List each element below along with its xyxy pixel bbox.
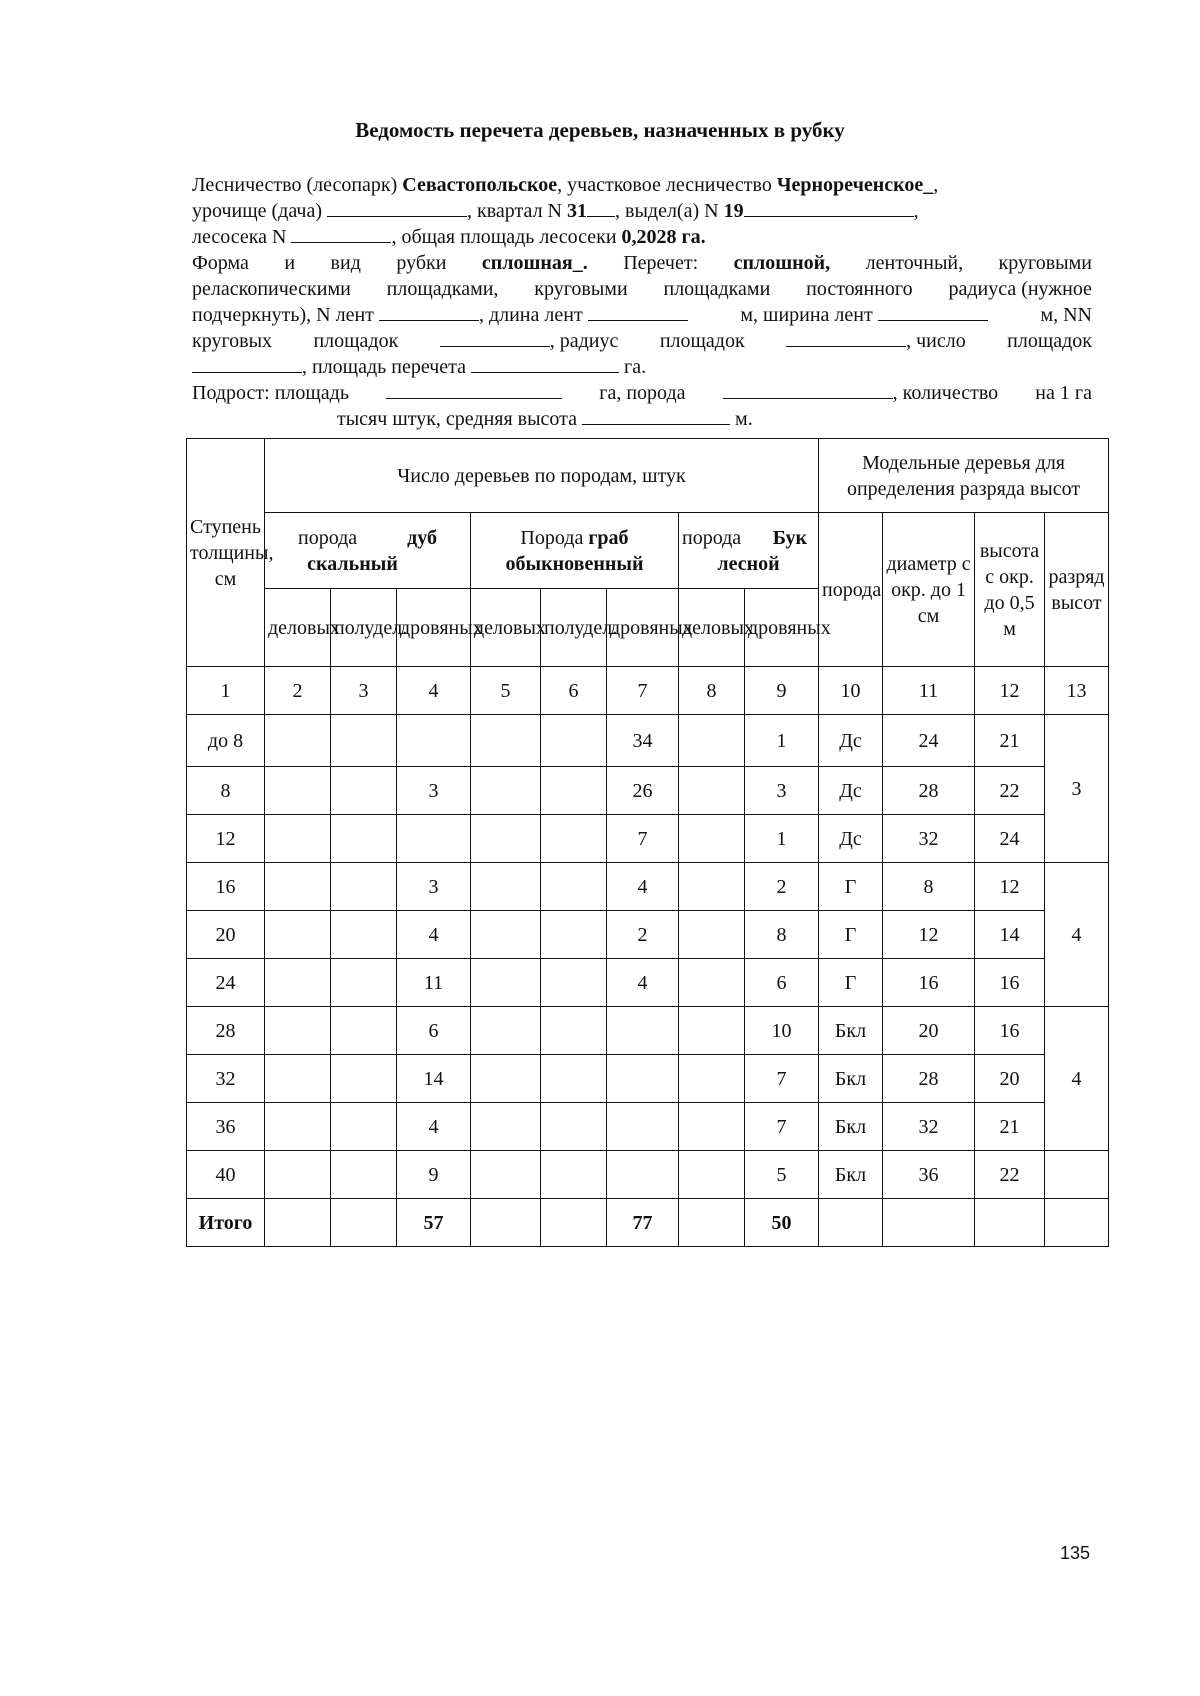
total-cell: [471, 1199, 541, 1247]
table-row: [187, 1151, 1109, 1199]
table-cell: 20: [975, 1055, 1045, 1103]
model-header: Модельные деревья для определения разряда высот: [819, 439, 1109, 513]
table-cell: 5: [745, 1151, 819, 1199]
table-cell: 6: [745, 959, 819, 1007]
table-cell: [471, 1055, 541, 1103]
table-cell: [607, 1151, 679, 1199]
table-cell: 11: [397, 959, 471, 1007]
table-cell: 21: [975, 715, 1045, 767]
table-cell: 28: [187, 1007, 265, 1055]
table-cell: Г: [819, 911, 883, 959]
column-number: 10: [819, 667, 883, 715]
table-cell: 36: [883, 1151, 975, 1199]
header-row-2: [187, 513, 1109, 589]
column-number: 1: [187, 667, 265, 715]
table-cell: 16: [975, 959, 1045, 1007]
table-cell: 4: [607, 863, 679, 911]
table-cell: 21: [975, 1103, 1045, 1151]
column-number: 6: [541, 667, 607, 715]
table-cell: 12: [187, 815, 265, 863]
table-cell: до 8: [187, 715, 265, 767]
table-cell: 22: [975, 767, 1045, 815]
total-cell: [975, 1199, 1045, 1247]
table-cell: 2: [745, 863, 819, 911]
table-cell: [607, 1103, 679, 1151]
table-cell: [331, 1007, 397, 1055]
table-cell: 26: [607, 767, 679, 815]
table-cell: 9: [397, 1151, 471, 1199]
table-cell: 16: [883, 959, 975, 1007]
table-cell: 22: [975, 1151, 1045, 1199]
table-cell: [265, 767, 331, 815]
quarter-value: 31: [567, 200, 588, 222]
total-cell: [883, 1199, 975, 1247]
table-cell: 6: [397, 1007, 471, 1055]
table-cell: 34: [607, 715, 679, 767]
table-cell: 20: [883, 1007, 975, 1055]
table-cell: [331, 1151, 397, 1199]
total-cell: 57: [397, 1199, 471, 1247]
table-cell: [541, 715, 607, 767]
table-cell: 4: [607, 959, 679, 1007]
form-line-10: тысяч штук, средняя высота м.: [337, 408, 753, 430]
tract-field[interactable]: [327, 198, 467, 217]
table-cell: [471, 863, 541, 911]
table-row: [187, 911, 1109, 959]
column-number: 8: [679, 667, 745, 715]
sub-header: деловых: [471, 589, 541, 667]
table-cell: [471, 1007, 541, 1055]
total-cell: [265, 1199, 331, 1247]
table-cell: 1: [745, 815, 819, 863]
table-cell: 8: [883, 863, 975, 911]
column-number-row: [187, 667, 1109, 715]
table-row: [187, 715, 1109, 767]
table-cell: Бкл: [819, 1151, 883, 1199]
table-cell: [679, 815, 745, 863]
section-value: 19: [723, 200, 744, 222]
table-cell: 20: [187, 911, 265, 959]
table-cell: [331, 959, 397, 1007]
total-cell: [331, 1199, 397, 1247]
page-number: 135: [1060, 1543, 1091, 1563]
table-cell: Бкл: [819, 1007, 883, 1055]
count-header: Число деревьев по породам, штук: [265, 439, 819, 513]
table-cell: [471, 1151, 541, 1199]
species-hornbeam-header: Порода граб обыкновенный: [471, 513, 679, 589]
table-cell: 2: [607, 911, 679, 959]
table-cell: [265, 1151, 331, 1199]
table-cell: Дс: [819, 815, 883, 863]
table-cell: 28: [883, 767, 975, 815]
table-cell: [397, 715, 471, 767]
table-cell: [679, 863, 745, 911]
table-row: [187, 767, 1109, 815]
table-cell: [331, 715, 397, 767]
table-cell: 3: [397, 767, 471, 815]
table-cell: [265, 1007, 331, 1055]
form-line-4: Форма и вид рубки сплошная_. Перечет: сплошной, ленточный, круговыми: [192, 252, 1092, 274]
rank-group-cell: 4: [1045, 1007, 1109, 1151]
sub-header: деловых: [265, 589, 331, 667]
column-number: 12: [975, 667, 1045, 715]
form-line-1: Лесничество (лесопарк) Севастопольское, участковое лесничество Чернореченское_,: [192, 174, 939, 196]
table-row: [187, 959, 1109, 1007]
table-cell: [679, 911, 745, 959]
total-cell: 77: [607, 1199, 679, 1247]
table-cell: 32: [883, 815, 975, 863]
table-cell: Г: [819, 959, 883, 1007]
table-cell: 16: [187, 863, 265, 911]
total-cell: [819, 1199, 883, 1247]
table-cell: [541, 1151, 607, 1199]
table-cell: [679, 959, 745, 1007]
total-cell: [1045, 1199, 1109, 1247]
column-number: 3: [331, 667, 397, 715]
table-cell: [471, 911, 541, 959]
form-line-9: Подрост: площадь га, порода , количество на 1 га: [192, 382, 1092, 404]
district-value: Чернореченское_: [776, 174, 934, 196]
table-cell: [541, 863, 607, 911]
table-cell: [541, 911, 607, 959]
model-species-header: порода: [819, 513, 883, 667]
table-row: [187, 815, 1109, 863]
table-cell: [607, 1055, 679, 1103]
table-cell: 40: [187, 1151, 265, 1199]
table-cell: 24: [883, 715, 975, 767]
table-cell: 8: [187, 767, 265, 815]
table-cell: 14: [397, 1055, 471, 1103]
table-cell: Г: [819, 863, 883, 911]
table-cell: 7: [745, 1103, 819, 1151]
table-cell: [265, 715, 331, 767]
rank-group-cell: 3: [1045, 715, 1109, 863]
sub-header: полудел.: [331, 589, 397, 667]
table-cell: [541, 815, 607, 863]
table-cell: [331, 815, 397, 863]
table-cell: 7: [607, 815, 679, 863]
species-oak-header: порода дуб скальный: [265, 513, 471, 589]
table-cell: 1: [745, 715, 819, 767]
column-number: 2: [265, 667, 331, 715]
table-cell: [265, 959, 331, 1007]
sub-header: полудел.: [541, 589, 607, 667]
table-cell: [679, 1151, 745, 1199]
trees-table: [186, 438, 1109, 1247]
total-cell: 50: [745, 1199, 819, 1247]
table-cell: 3: [397, 863, 471, 911]
form-line-6: подчеркнуть), N лент , длина лент м, ширина лент м, NN: [192, 304, 1092, 326]
table-cell: 10: [745, 1007, 819, 1055]
table-cell: 32: [883, 1103, 975, 1151]
table-row: [187, 863, 1109, 911]
table-cell: [331, 1103, 397, 1151]
table-cell: Дс: [819, 767, 883, 815]
table-row: [187, 1055, 1109, 1103]
table-cell: [679, 715, 745, 767]
column-number: 7: [607, 667, 679, 715]
forestry-value: Севастопольское: [402, 174, 558, 196]
table-cell: [679, 1007, 745, 1055]
table-cell: [265, 863, 331, 911]
rank-group-cell: [1045, 1151, 1109, 1199]
table-cell: [541, 959, 607, 1007]
model-height-header: высота с окр. до 0,5 м: [975, 513, 1045, 667]
plot-field[interactable]: [291, 224, 391, 243]
table-cell: 36: [187, 1103, 265, 1151]
column-number: 11: [883, 667, 975, 715]
table-cell: 28: [883, 1055, 975, 1103]
table-cell: [679, 1055, 745, 1103]
table-cell: [541, 1007, 607, 1055]
step-header: Ступень толщины, см: [187, 439, 265, 667]
table-cell: Дс: [819, 715, 883, 767]
area-value: 0,2028 га.: [621, 226, 706, 248]
column-number: 5: [471, 667, 541, 715]
form-line-2: урочище (дача) , квартал N 31 , выдел(а) N 19 ,: [192, 200, 919, 222]
table-cell: 12: [975, 863, 1045, 911]
column-number: 9: [745, 667, 819, 715]
table-cell: 8: [745, 911, 819, 959]
total-row: [187, 1199, 1109, 1247]
table-cell: [471, 959, 541, 1007]
document-title: Ведомость перечета деревьев, назначенных в рубку: [355, 118, 845, 142]
table-cell: [331, 1055, 397, 1103]
sub-header: дровяных: [607, 589, 679, 667]
model-rank-header: разряд высот: [1045, 513, 1109, 667]
table-cell: [471, 1103, 541, 1151]
table-cell: 16: [975, 1007, 1045, 1055]
table-cell: 4: [397, 1103, 471, 1151]
table-cell: 24: [187, 959, 265, 1007]
column-number: 4: [397, 667, 471, 715]
table-cell: [607, 1007, 679, 1055]
table-cell: [265, 1103, 331, 1151]
species-beech-header: порода Бук лесной: [679, 513, 819, 589]
table-cell: [471, 815, 541, 863]
table-cell: 4: [397, 911, 471, 959]
table-cell: [397, 815, 471, 863]
column-number: 13: [1045, 667, 1109, 715]
table-cell: [331, 767, 397, 815]
table-cell: [679, 1103, 745, 1151]
form-line-5: реласкопическими площадками, круговыми площадками постоянного радиуса (нужное: [192, 278, 1092, 300]
sub-header: дровяных: [745, 589, 819, 667]
form-line-7: круговых площадок , радиус площадок , число площадок: [192, 330, 1092, 352]
form-line-8: , площадь перечета га.: [192, 354, 1092, 380]
form-line-3: лесосека N , общая площадь лесосеки 0,2028 га.: [192, 226, 706, 248]
table-cell: [331, 911, 397, 959]
table-cell: 3: [745, 767, 819, 815]
table-cell: [331, 863, 397, 911]
table-cell: [265, 815, 331, 863]
table-cell: [541, 1055, 607, 1103]
total-cell: [541, 1199, 607, 1247]
table-cell: 24: [975, 815, 1045, 863]
table-cell: [471, 715, 541, 767]
total-cell: [679, 1199, 745, 1247]
table-cell: [265, 911, 331, 959]
sub-header: дровяных: [397, 589, 471, 667]
sub-header: деловых: [679, 589, 745, 667]
table-cell: [541, 1103, 607, 1151]
model-diameter-header: диаметр с окр. до 1 см: [883, 513, 975, 667]
rank-group-cell: 4: [1045, 863, 1109, 1007]
table-cell: 14: [975, 911, 1045, 959]
table-cell: [679, 767, 745, 815]
table-cell: [265, 1055, 331, 1103]
table-cell: 7: [745, 1055, 819, 1103]
table-cell: Бкл: [819, 1055, 883, 1103]
table-row: [187, 1103, 1109, 1151]
header-row-1: [187, 439, 1109, 513]
table-cell: [541, 767, 607, 815]
total-label: Итого: [187, 1199, 265, 1247]
form-header: [192, 172, 1092, 432]
table-row: [187, 1007, 1109, 1055]
table-cell: Бкл: [819, 1103, 883, 1151]
table-cell: 32: [187, 1055, 265, 1103]
table-cell: 12: [883, 911, 975, 959]
table-cell: [471, 767, 541, 815]
